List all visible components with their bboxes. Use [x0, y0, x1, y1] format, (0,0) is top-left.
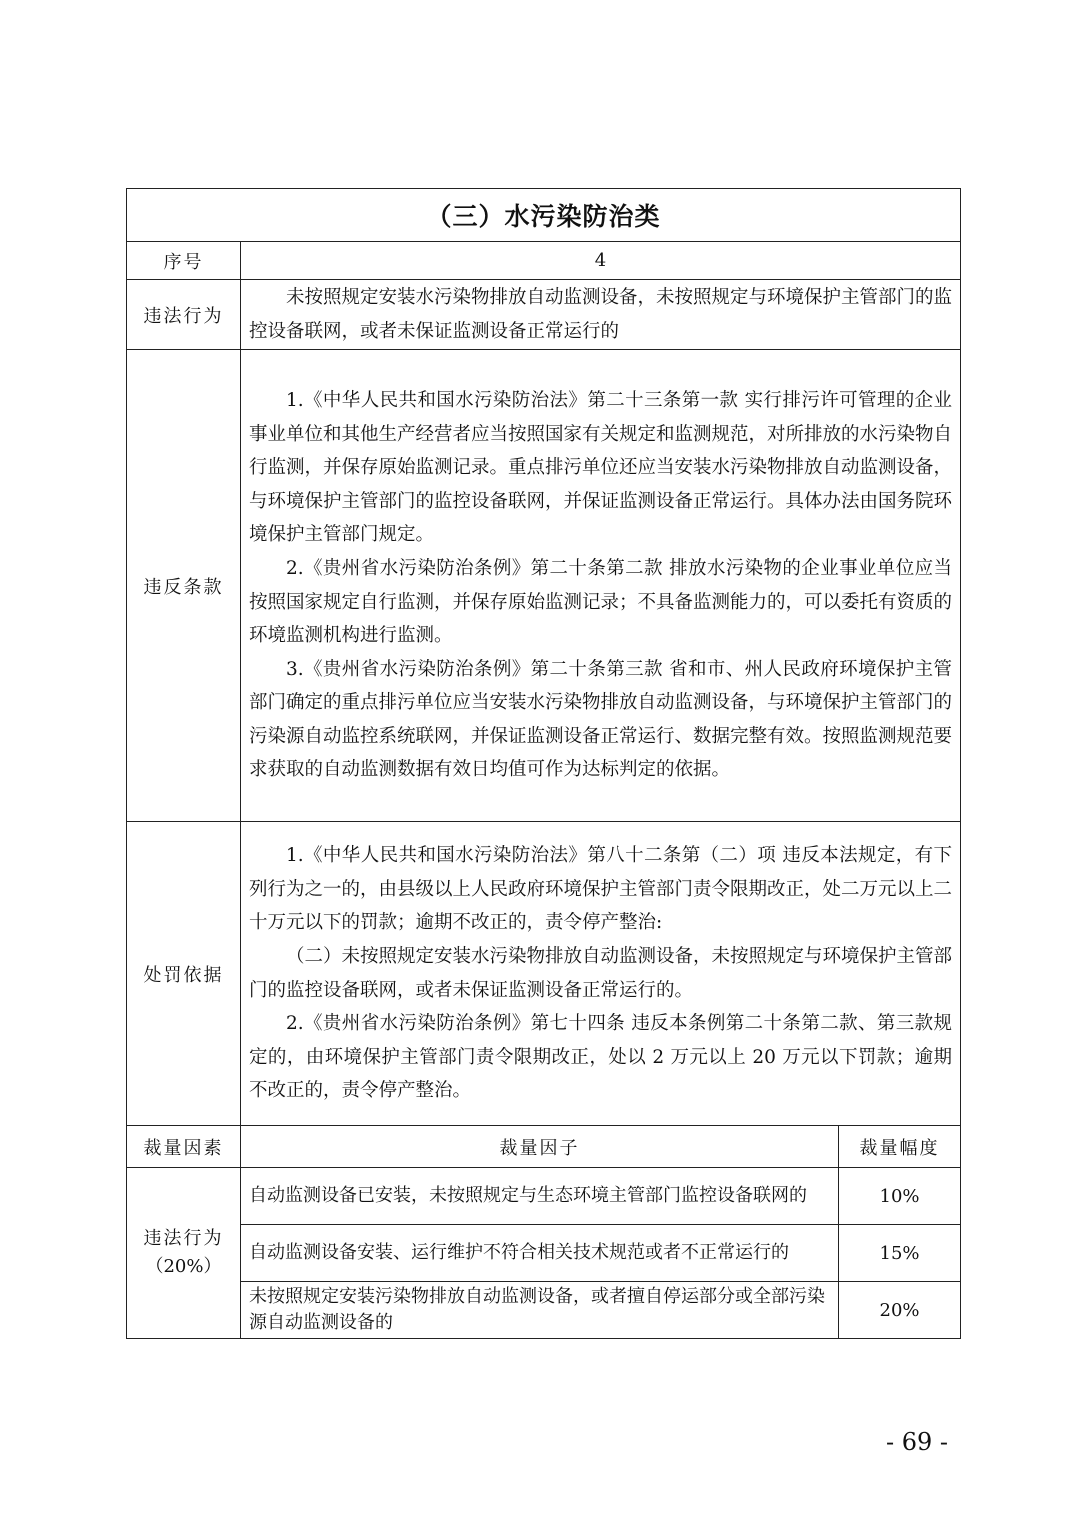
clause-paragraph: 1.《中华人民共和国水污染防治法》第二十三条第一款 实行排污许可管理的企业事业单位和其他生产经营者应当按照国家有关规定和监测规范，对所排放的水污染物自行监测，并保存原始监测记录。重点排污单位还应当安装水污染物排放自动监测设备，与环境保护主管部门的监控设备联网，并保证监测设备正常运行。具体办法由国务院环境保护主管部门规定。 [249, 389, 953, 546]
number-label: 序号 [127, 242, 241, 280]
discretion-group-label-line1: 违法行为 [143, 1228, 224, 1249]
discretion-group-label-line2: （20%） [145, 1256, 222, 1277]
discretion-item-header: 裁量因子 [241, 1126, 839, 1168]
penalty-paragraph: 1.《中华人民共和国水污染防治法》第八十二条第（二）项 违反本法规定，有下列行为之一的，由县级以上人民政府环境保护主管部门责令限期改正，处二万元以上二十万元以下的罚款；逾期不改正的，责令停产整治: [249, 845, 953, 934]
penalty-cell [241, 822, 961, 1126]
penalty-paragraph: （二）未按照规定安装水污染物排放自动监测设备，未按照规定与环境保护主管部门的监控设备联网，或者未保证监测设备正常运行的。 [249, 945, 953, 1001]
discretion-item-range: 15% [839, 1225, 961, 1282]
table-title: （三）水污染防治类 [127, 189, 961, 242]
penalty-label: 处罚依据 [127, 822, 241, 1126]
penalty-paragraph: 2.《贵州省水污染防治条例》第七十四条 违反本条例第二十条第二款、第三款规定的，由环境保护主管部门责令限期改正，处以 2 万元以上 20 万元以下罚款；逾期不改正的，责令停产整治。 [249, 1013, 953, 1102]
discretion-factor-header: 裁量因素 [127, 1126, 241, 1168]
discretion-item-range: 20% [839, 1282, 961, 1339]
penalty-table [126, 188, 961, 1339]
discretion-item-text: 未按照规定安装污染物排放自动监测设备，或者擅自停运部分或全部污染源自动监测设备的 [241, 1282, 839, 1339]
violation-text: 未按照规定安装水污染物排放自动监测设备，未按照规定与环境保护主管部门的监控设备联网，或者未保证监测设备正常运行的 [249, 286, 953, 342]
page-number: - 69 - [886, 1428, 949, 1456]
clauses-cell [241, 350, 961, 822]
violation-cell [241, 280, 961, 350]
discretion-range-header: 裁量幅度 [839, 1126, 961, 1168]
discretion-item-text: 自动监测设备已安装，未按照规定与生态环境主管部门监控设备联网的 [241, 1168, 839, 1225]
discretion-group-label [127, 1168, 241, 1339]
discretion-item-text: 自动监测设备安装、运行维护不符合相关技术规范或者不正常运行的 [241, 1225, 839, 1282]
violation-label: 违法行为 [127, 280, 241, 350]
clause-paragraph: 2.《贵州省水污染防治条例》第二十条第二款 排放水污染物的企业事业单位应当按照国家规定自行监测，并保存原始监测记录；不具备监测能力的，可以委托有资质的环境监测机构进行监测。 [249, 557, 953, 647]
clause-paragraph: 3.《贵州省水污染防治条例》第二十条第三款 省和市、州人民政府环境保护主管部门确定的重点排污单位应当安装水污染物排放自动监测设备，与环境保护主管部门的污染源自动监控系统联网，并保证监测设备正常运行、数据完整有效。按照监测规范要求获取的自动监测数据有效日均值可作为达标判定的依据。 [249, 658, 953, 781]
clauses-label: 违反条款 [127, 350, 241, 822]
discretion-item-range: 10% [839, 1168, 961, 1225]
number-value: 4 [241, 242, 961, 280]
